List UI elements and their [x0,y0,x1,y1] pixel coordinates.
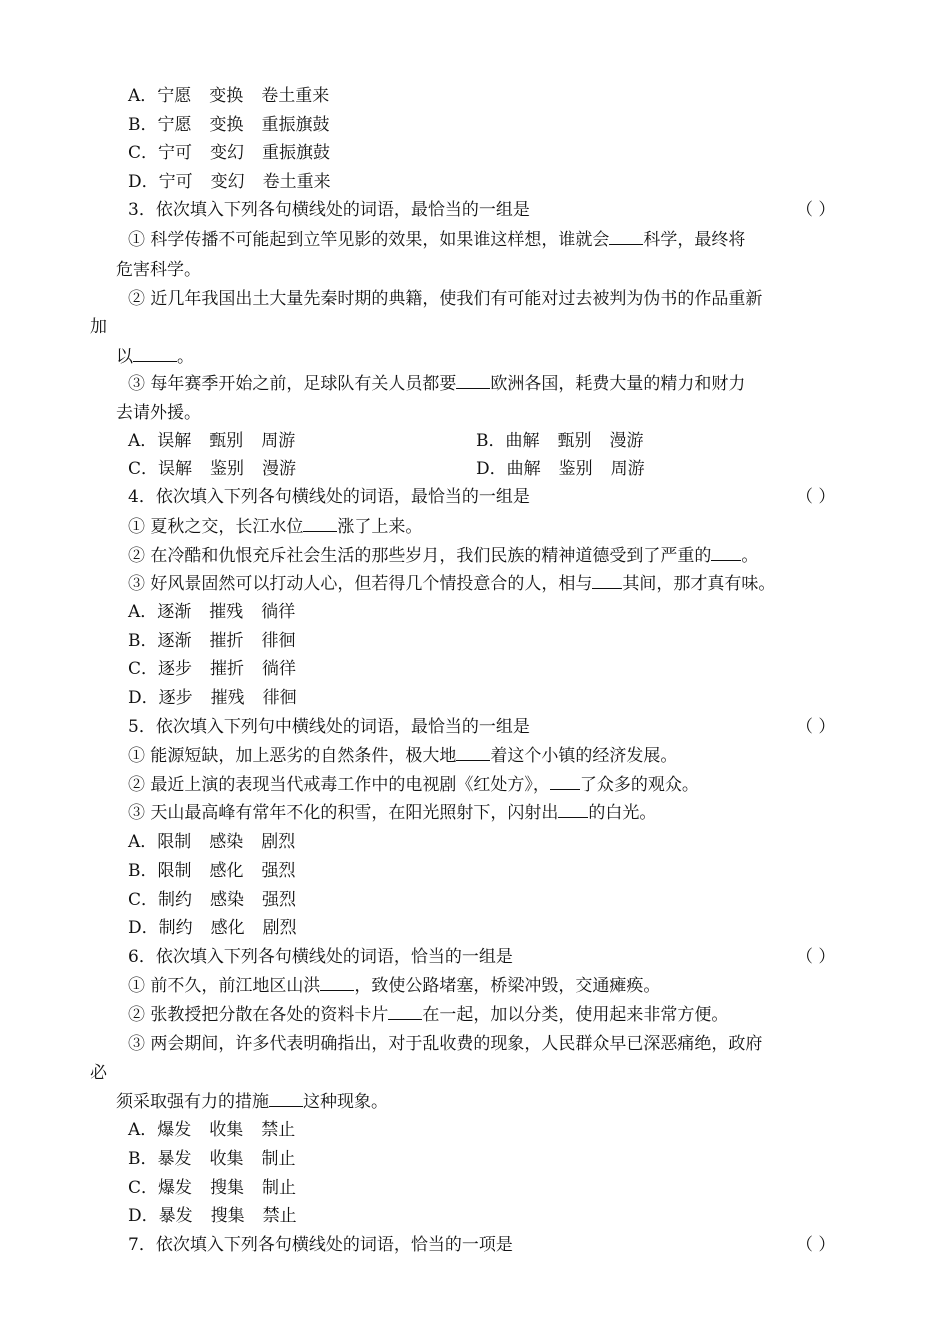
question-3-title: 3．依次填入下列各句横线处的词语，最恰当的一组是 [128,200,530,220]
answer-bracket: （ ） [796,487,836,507]
question-3-option-d: D．曲解 鉴别 周游 [476,459,645,479]
option-b: B．宁愿 变换 重振旗鼓 [128,115,330,135]
option-d: D．宁可 变幻 卷土重来 [128,172,331,192]
question-6-option-a: A．爆发 收集 禁止 [128,1120,296,1140]
question-3-sentence-3: ③ 每年赛季开始之前，足球队有关人员都要 欧洲各国，耗费大量的精力和财力 [128,374,746,394]
question-3-option-b: B．曲解 甄别 漫游 [476,431,644,451]
fill-blank [609,229,643,245]
question-3-option-c: C．误解 鉴别 漫游 [128,459,297,479]
question-6-option-c: C．爆发 搜集 制止 [128,1178,297,1198]
fill-blank [456,373,490,389]
option-c: C．宁可 变幻 重振旗鼓 [128,143,331,163]
fill-blank [558,802,588,818]
fill-blank [133,346,177,362]
answer-bracket: （ ） [796,947,836,967]
question-5-title: 5．依次填入下列句中横线处的词语，最恰当的一组是 [128,717,530,737]
question-6-sentence-1: ① 前不久，前江地区山洪 ，致使公路堵塞，桥梁冲毁，交通瘫痪。 [128,976,661,996]
fill-blank [711,545,741,561]
question-3-sentence-1: ① 科学传播不可能起到立竿见影的效果，如果谁这样想，谁就会 科学，最终将 [128,230,746,250]
question-4-sentence-3: ③ 好风景固然可以打动人心，但若得几个情投意合的人，相与 其间，那才真有味。 [128,574,776,594]
question-3-sentence-3-cont: 去请外援。 [116,403,201,423]
answer-bracket: （ ） [796,1235,836,1255]
question-5-sentence-3: ③ 天山最高峰有常年不化的积雪，在阳光照射下，闪射出 的白光。 [128,803,657,823]
question-6-sentence-3-wrap: 必 [90,1063,107,1083]
question-5-sentence-1: ① 能源短缺，加上恶劣的自然条件，极大地 着这个小镇的经济发展。 [128,746,678,766]
question-4-sentence-1: ① 夏秋之交，长江水位 涨了上来。 [128,517,423,537]
fill-blank [269,1091,303,1107]
question-4-option-d: D．逐步 摧残 徘徊 [128,688,297,708]
fill-blank [456,745,490,761]
fill-blank [550,774,580,790]
question-3-sentence-2-cont: 以 。 [116,347,194,367]
question-3-sentence-2-wrap: 加 [90,317,107,337]
question-5-option-a: A．限制 感染 剧烈 [128,832,296,852]
question-4-option-c: C．逐步 摧折 徜徉 [128,659,297,679]
fill-blank [388,1004,422,1020]
question-5-option-d: D．制约 感化 剧烈 [128,918,297,938]
question-4-option-a: A．逐渐 摧残 徜徉 [128,602,296,622]
question-6-sentence-2: ② 张教授把分散在各处的资料卡片 在一起，加以分类，使用起来非常方便。 [128,1005,729,1025]
question-6-title: 6．依次填入下列各句横线处的词语，恰当的一组是 [128,947,513,967]
question-5-option-c: C．制约 感染 强烈 [128,890,297,910]
question-3-sentence-2: ② 近几年我国出土大量先秦时期的典籍，使我们有可能对过去被判为伪书的作品重新 [128,289,763,309]
option-a: A．宁愿 变换 卷土重来 [128,86,330,106]
question-7-title: 7．依次填入下列各句横线处的词语，恰当的一项是 [128,1235,513,1255]
question-5-sentence-2: ② 最近上演的表现当代戒毒工作中的电视剧《红处方》， 了众多的观众。 [128,775,699,795]
answer-bracket: （ ） [796,717,836,737]
question-5-option-b: B．限制 感化 强烈 [128,861,296,881]
fill-blank [320,975,354,991]
question-3-sentence-1-cont: 危害科学。 [116,260,201,280]
question-6-sentence-3: ③ 两会期间，许多代表明确指出，对于乱收费的现象，人民群众早已深恶痛绝，政府 [128,1034,763,1054]
question-3-option-a: A．误解 甄别 周游 [128,431,296,451]
question-6-sentence-3-cont: 须采取强有力的措施 这种现象。 [116,1092,388,1112]
fill-blank [592,573,622,589]
question-6-option-d: D．暴发 搜集 禁止 [128,1206,297,1226]
question-6-option-b: B．暴发 收集 制止 [128,1149,296,1169]
question-4-sentence-2: ② 在冷酷和仇恨充斥社会生活的那些岁月，我们民族的精神道德受到了严重的 。 [128,546,759,566]
answer-bracket: （ ） [796,200,836,220]
question-4-title: 4．依次填入下列各句横线处的词语，最恰当的一组是 [128,487,530,507]
fill-blank [303,516,337,532]
question-4-option-b: B．逐渐 摧折 徘徊 [128,631,296,651]
